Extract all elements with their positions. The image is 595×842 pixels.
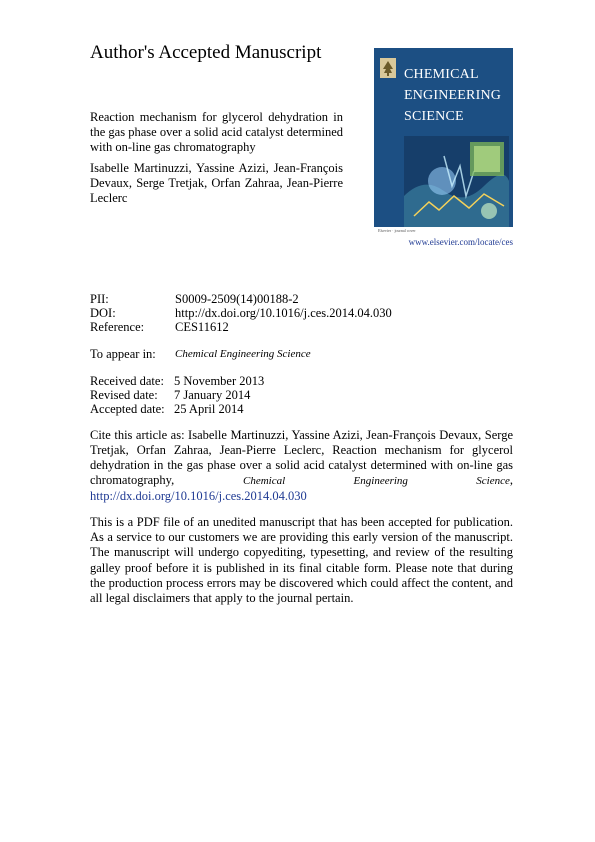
elsevier-tree-logo-icon	[380, 58, 396, 78]
to-appear-label: To appear in:	[90, 347, 156, 361]
accepted-date-value: 25 April 2014	[174, 402, 244, 416]
cover-strip-text: Elsevier · journal cover	[378, 228, 416, 233]
to-appear-journal: Chemical Engineering Science	[175, 348, 311, 360]
doi-label: DOI:	[90, 306, 116, 320]
citation-block	[90, 428, 513, 504]
pii-value: S0009-2509(14)00188-2	[175, 292, 299, 306]
revised-date-label: Revised date:	[90, 388, 158, 402]
cover-artwork	[404, 136, 509, 228]
received-date-label: Received date:	[90, 374, 164, 388]
journal-url-link[interactable]: www.elsevier.com/locate/ces	[408, 237, 513, 247]
author-list: Isabelle Martinuzzi, Yassine Azizi, Jean-François Devaux, Serge Tretjak, Orfan Zahraa, Jean-Pierre Leclerc	[90, 161, 343, 205]
manuscript-banner: Author's Accepted Manuscript	[90, 42, 322, 63]
doi-value: http://dx.doi.org/10.1016/j.ces.2014.04.030	[175, 306, 392, 320]
citation-journal: Chemical Engineering Science	[243, 475, 510, 487]
pii-label: PII:	[90, 292, 109, 306]
revised-date-value: 7 January 2014	[174, 388, 251, 402]
cover-title-line: SCIENCE	[404, 109, 464, 124]
journal-cover-image	[374, 48, 513, 237]
citation-text: Cite this article as: Isabelle Martinuzzi, Yassine Azizi, Jean-François Devaux, Serge Tretjak, Orfan Zahraa, Jean-Pierre Leclerc, Reaction mechanism for glycerol dehydration in the gas phase over a solid acid catalyst determined with on-line gas chromatography,	[90, 428, 513, 487]
article-title: Reaction mechanism for glycerol dehydration in the gas phase over a solid acid catalyst determined with on-line gas chromatography	[90, 110, 343, 154]
cover-title-line: CHEMICAL	[404, 67, 479, 82]
citation-doi-link[interactable]: http://dx.doi.org/10.1016/j.ces.2014.04.030	[90, 489, 307, 503]
citation-separator: ,	[509, 473, 514, 487]
manuscript-notice: This is a PDF file of an unedited manuscript that has been accepted for publication. As a service to our customers we are providing this early version of the manuscript. The manuscript will undergo copyediting, typesetting, and review of the resulting galley proof before it is published in its final citable form. Please note that during the production process errors may be discovered which could affect the content, and all legal disclaimers that apply to the journal pertain.	[90, 515, 513, 606]
cover-footer-strip	[374, 227, 513, 237]
received-date-value: 5 November 2013	[174, 374, 265, 388]
cover-title-line: ENGINEERING	[404, 88, 502, 103]
accepted-date-label: Accepted date:	[90, 402, 165, 416]
reference-value: CES11612	[175, 320, 229, 334]
cover-journal-title	[404, 64, 509, 127]
reference-label: Reference:	[90, 320, 145, 334]
